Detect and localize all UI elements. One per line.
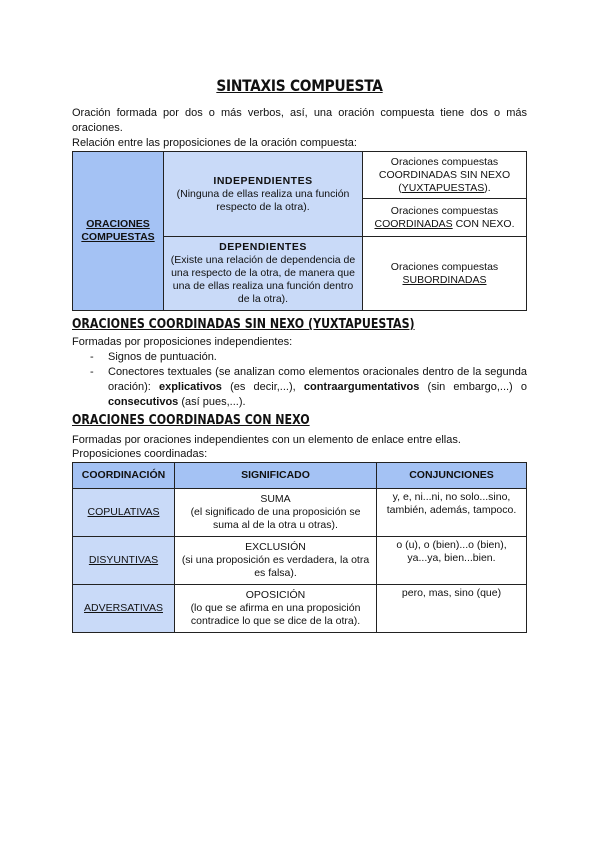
copulativas-link: COPULATIVAS bbox=[87, 506, 160, 518]
coordination-name-cell bbox=[73, 489, 175, 537]
independientes-desc: (Ninguna de ellas realiza una función respecto de la otra). bbox=[176, 187, 350, 213]
header-significado: SIGNIFICADO bbox=[175, 463, 377, 489]
coord-con-nexo-post: CON NEXO. bbox=[452, 217, 515, 230]
table-row bbox=[73, 489, 527, 537]
coordination-name-cell bbox=[73, 537, 175, 585]
subordinadas-cell bbox=[363, 237, 527, 311]
meaning-desc: (si una proposición es verdadera, la otra es falsa). bbox=[181, 554, 370, 579]
meaning-cell bbox=[175, 489, 377, 537]
list-item-text: (es decir,...), bbox=[221, 381, 304, 393]
yuxtapuestas-link: YUXTAPUESTAS bbox=[401, 181, 485, 194]
coord-sin-nexo-cell bbox=[363, 152, 527, 199]
independientes-title: INDEPENDIENTES bbox=[213, 174, 313, 187]
table-row bbox=[73, 585, 527, 633]
section2-intro: Formadas por oraciones independientes con un elemento de enlace entre ellas. bbox=[72, 434, 461, 446]
dependientes-title: DEPENDIENTES bbox=[219, 241, 307, 253]
section1-heading: ORACIONES COORDINADAS SIN NEXO (YUXTAPUESTAS) bbox=[72, 317, 415, 332]
adversativas-link: ADVERSATIVAS bbox=[84, 602, 163, 614]
section1-list bbox=[72, 350, 527, 410]
coord-con-nexo-pre: Oraciones compuestas bbox=[390, 204, 499, 217]
disyuntivas-link: DISYUNTIVAS bbox=[88, 554, 159, 566]
meaning-title: OPOSICIÓN bbox=[245, 589, 306, 601]
header-conjunciones: CONJUNCIONES bbox=[377, 463, 527, 489]
section1-intro: Formadas por proposiciones independientes: bbox=[72, 336, 293, 348]
section2-intro-2: Proposiciones coordinadas: bbox=[72, 448, 208, 460]
meaning-cell bbox=[175, 585, 377, 633]
dependientes-cell bbox=[164, 237, 363, 311]
list-item bbox=[72, 350, 527, 365]
conjunctions-cell: o (u), o (bien)...o (bien), ya...ya, bien...bien. bbox=[377, 537, 527, 585]
meaning-desc: (lo que se afirma en una proposición contradice lo que se dice de la otra). bbox=[190, 602, 361, 627]
section2-heading: ORACIONES COORDINADAS CON NEXO bbox=[72, 413, 310, 428]
coordinadas-link: COORDINADAS bbox=[374, 217, 453, 230]
coord-sin-nexo-pre: Oraciones compuestas COORDINADAS SIN NEXO ( bbox=[378, 155, 511, 194]
conjunctions-cell: y, e, ni...ni, no solo...sino, también, además, tampoco. bbox=[377, 489, 527, 537]
contraargumentativos-term: contraargumentativos bbox=[303, 381, 420, 393]
coordination-name-cell bbox=[73, 585, 175, 633]
list-item-text: (así pues,...). bbox=[178, 396, 246, 408]
list-item bbox=[72, 365, 527, 410]
page-title: SINTAXIS COMPUESTA bbox=[216, 76, 383, 95]
coord-sin-nexo-post: ). bbox=[484, 181, 491, 194]
coordination-table bbox=[72, 462, 527, 633]
header-coordinacion: COORDINACIÓN bbox=[73, 463, 175, 489]
meaning-title: EXCLUSIÓN bbox=[245, 541, 306, 553]
list-item-text: (sin embargo,...) o bbox=[419, 381, 527, 393]
meaning-title: SUMA bbox=[260, 493, 291, 505]
table-row bbox=[73, 537, 527, 585]
intro-relation-text: Relación entre las proposiciones de la oración compuesta: bbox=[72, 137, 357, 149]
relation-table bbox=[72, 151, 527, 311]
independientes-cell bbox=[164, 152, 363, 237]
consecutivos-term: consecutivos bbox=[108, 396, 179, 408]
oraciones-compuestas-cell bbox=[73, 152, 164, 311]
meaning-cell bbox=[175, 537, 377, 585]
subord-pre: Oraciones compuestas bbox=[390, 260, 499, 273]
meaning-desc: (el significado de una proposición se suma al de la otra u otras). bbox=[190, 506, 361, 531]
list-item-text: Conectores textuales (se analizan como elementos oracionales dentro de la segunda oración): bbox=[108, 366, 527, 393]
coord-con-nexo-cell bbox=[363, 199, 527, 237]
dependientes-desc: (Existe una relación de dependencia de una respecto de la otra, de manera que una de ellas realiza una función dentro de la otra). bbox=[170, 254, 356, 305]
explicativos-term: explicativos bbox=[158, 381, 222, 393]
list-item-text: Signos de puntuación. bbox=[108, 351, 217, 363]
oraciones-compuestas-label: ORACIONES COMPUESTAS bbox=[81, 218, 155, 243]
intro-paragraph: Oración formada por dos o más verbos, así, una oración compuesta tiene dos o más oraciones. bbox=[72, 107, 527, 134]
conjunctions-cell: pero, mas, sino (que) bbox=[377, 585, 527, 633]
subordinadas-link: SUBORDINADAS bbox=[402, 273, 487, 286]
